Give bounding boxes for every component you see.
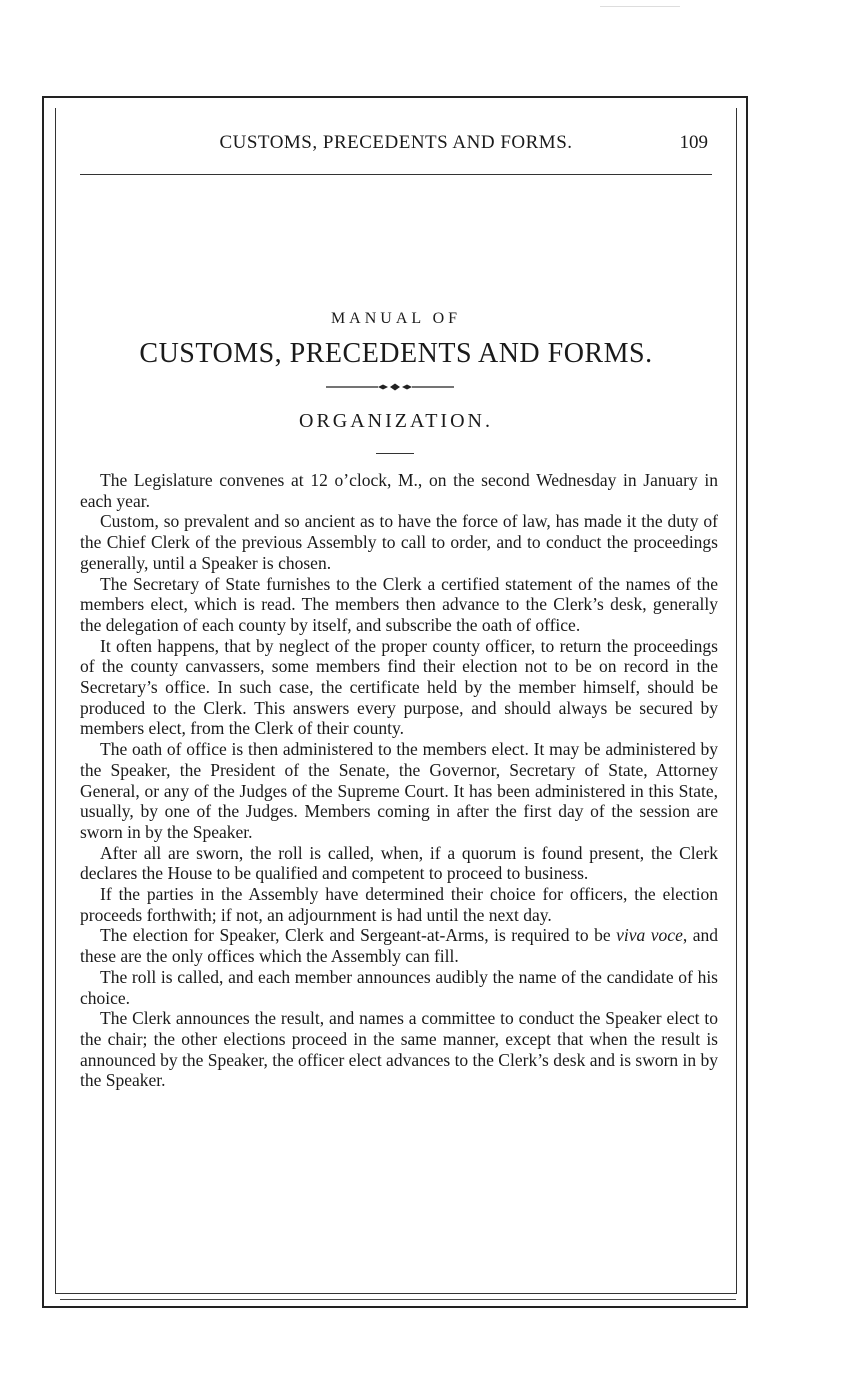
- running-head-rule: [80, 174, 712, 175]
- paragraph-text: The election for Speaker, Clerk and Sergeant-at-Arms, is required to be: [100, 925, 617, 946]
- main-title: CUSTOMS, PRECEDENTS AND FORMS.: [139, 338, 653, 369]
- section-title: ORGANIZATION.: [299, 410, 493, 432]
- paragraph: If the parties in the Assembly have determined their choice for officers, the election proceeds forthwith; if not, an adjournment is had until the next day.: [80, 884, 718, 925]
- paragraph: It often happens, that by neglect of the proper county officer, to return the proceedings of the county canvassers, some members find their election not to be on record in the Secretary’s office. In such case, the certificate held by the member himself, should be produced to the Clerk. This answers every purpose, and should always be secured by members elect, from the Clerk of their county.: [80, 635, 718, 739]
- paragraph: The roll is called, and each member announces audibly the name of the candidate of his choice.: [80, 966, 718, 1008]
- page-edge-mark: [600, 6, 680, 7]
- italic-phrase: viva voce: [616, 925, 683, 946]
- paragraph: After all are sworn, the roll is called, when, if a quorum is found present, the Clerk declares the House to be qualified and competent to proceed to business.: [80, 842, 718, 884]
- paragraph: The Secretary of State furnishes to the Clerk a certified statement of the names of the members elect, which is read. The members then advance to the Clerk’s desk, generally the delegation of each county by itself, and subscribe the oath of office.: [80, 573, 718, 635]
- paragraph: The oath of office is then administered to the members elect. It may be administered by the Speaker, the President of the Senate, the Governor, Secretary of State, Attorney General, or any of the Judges of the Supreme Court. It has been administered in this State, usually, by one of the Judges. Members coming in after the first day of the session are sworn in by the Speaker.: [80, 739, 718, 842]
- page-number: 109: [679, 132, 708, 153]
- paragraph-viva-voce: [80, 925, 718, 966]
- bottom-rule: [55, 1293, 737, 1294]
- bottom-rule-secondary: [60, 1299, 736, 1300]
- paragraph-text: , and these are the only offices which the Assembly can fill.: [80, 925, 718, 967]
- ornament-divider: [326, 382, 454, 392]
- paragraph: The Legislature convenes at 12 o’clock, M., on the second Wednesday in January in each year.: [80, 470, 718, 511]
- running-head-title: CUSTOMS, PRECEDENTS AND FORMS.: [219, 132, 573, 153]
- running-head: [80, 132, 712, 160]
- manual-of-label: MANUAL OF: [330, 310, 462, 327]
- section-rule: [376, 453, 414, 454]
- paragraph: Custom, so prevalent and so ancient as to have the force of law, has made it the duty of the Chief Clerk of the previous Assembly to call to order, and to conduct the proceedings generally, until a Speaker is chosen.: [80, 511, 718, 573]
- paragraph: The Clerk announces the result, and names a committee to conduct the Speaker elect to the chair; the other elections proceed in the same manner, except that when the result is announced by the Speaker, the officer elect advances to the Clerk’s desk and is sworn in by the Speaker.: [80, 1008, 719, 1091]
- body-text: [80, 470, 718, 1091]
